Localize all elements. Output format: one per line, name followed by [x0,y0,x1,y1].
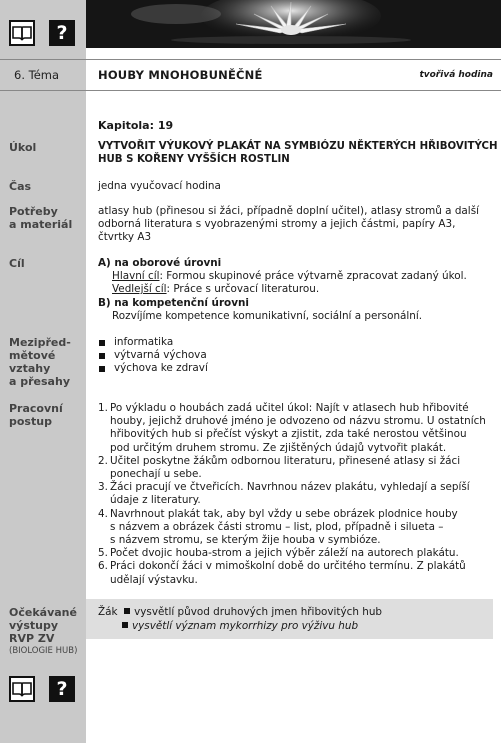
procedure-step [98,560,488,586]
book-icon [9,676,35,702]
step-line: s názvem a obrázek části stromu – list, plod, případně i silueta – [110,520,444,533]
outcome-prefix: Žák [98,606,118,618]
procedure-step [98,481,488,507]
header-banner [86,0,501,48]
lotus-image [86,0,501,48]
label-line: RVP ZV [9,632,55,645]
label-line: Pracovní [9,402,63,415]
label-line: výstupy [9,619,59,632]
step-line: Počet dvojic houba-strom a jejich výběr záleží na autorech plakátu. [110,547,459,560]
step-line: s názvem stromu, se kterým žije houba v symbióze. [110,534,381,547]
label-vystupy [9,606,77,658]
list-item: výchova ke zdraví [98,362,208,375]
step-number: 2. [98,454,108,467]
materials-line: čtvrtky A3 [98,231,152,244]
header-row [0,59,501,91]
goals-block [98,257,467,323]
label-cas: Čas [9,180,32,193]
chapter-heading: Kapitola: 19 [98,119,174,132]
goal-b-title: B) na kompetenční úrovni [98,296,249,309]
goal-b-text: Rozvíjíme kompetence komunikativní, sociální a personální. [112,309,423,322]
label-potreby [9,205,72,231]
goal-main [98,270,467,283]
goal-main-label: Hlavní cíl [112,270,160,283]
step-line: Žáci pracují ve čtveřicích. Navrhnou název plakátu, vyhledají a sepíší [110,481,470,494]
step-line: Učitel poskytne žákům odbornou literaturu, přinesené atlasy si žáci [110,454,461,467]
label-line: Mezipřed- [9,336,71,349]
step-line: houby, jejichž druhové jméno je odvozeno od názvu stromu. U ostatních [110,415,486,428]
task-text [98,140,498,166]
label-postup [9,402,63,428]
label-line: Potřeby [9,205,58,218]
step-number: 3. [98,481,108,494]
label-line: a materiál [9,218,73,231]
goal-a-title: A) na oborové úrovni [98,257,222,269]
label-ukol: Úkol [9,141,37,154]
step-line: Navrhnout plakát tak, aby byl vždy u sebe obrázek plodnice houby [110,507,458,520]
procedure [98,402,488,587]
label-line: postup [9,415,52,428]
materials-line: atlasy hub (přinesou si žáci, případně doplní učitel), atlasy stromů a další [98,205,479,217]
step-line: ponechají u sebe. [110,468,202,481]
outcome-row [98,619,382,633]
cross-curricular [98,336,208,376]
goal-main-text: : Formou skupinové práce výtvarně zpracovat zadaný úkol. [159,270,467,283]
question-icon: ? [49,676,75,702]
step-number: 5. [98,547,108,560]
step-number: 6. [98,560,108,573]
procedure-step [98,547,488,560]
label-line: Očekávané [9,606,77,619]
tema-label: 6. Téma [14,68,60,82]
label-line: mětové [9,349,56,362]
goal-side-label: Vedlejší cíl [112,283,167,296]
outcomes-box [86,599,493,639]
label-mezipredmetove [9,336,71,388]
task-line: VYTVOŘIT VÝUKOVÝ PLAKÁT NA SYMBIÓZU NĚKTERÝCH HŘIBOVITÝCH [98,141,498,152]
book-icon [9,20,35,46]
procedure-step [98,455,488,481]
materials-line: odborná literatura s vyobrazenými stromy a jejich částmi, papíry A3, [98,218,456,231]
outcomes-list [98,605,382,633]
bullet-icon [124,608,130,614]
lesson-type: tvořivá hodina [419,70,493,80]
outcome-item: vysvětlí původ druhových jmen hřibovitých hub [134,606,383,618]
list-item: informatika [98,336,208,349]
time-text: jedna vyučovací hodina [98,180,221,192]
step-number: 4. [98,507,108,520]
step-line: údaje z literatury. [110,494,201,507]
outcome-item: vysvětlí význam mykorrhizy pro výživu hub [132,620,359,632]
step-line: Práci dokončí žáci v mimoškolní době do určitého termínu. Z plakátů [110,560,466,573]
step-line: udělají výstavku. [110,573,198,586]
bullet-icon [122,622,128,628]
page-title: HOUBY MNOHOBUNĚČNÉ [98,68,263,82]
label-line: vztahy [9,362,51,375]
goal-side [98,283,467,296]
question-icon: ? [49,20,75,46]
goal-side-text: : Práce s určovací literaturou. [166,283,320,296]
outcome-row [98,605,382,619]
step-line: pod určitým druhem stromu. Ze zjištěných údajů vytvořit plakát. [110,441,447,454]
step-number: 1. [98,402,108,414]
step-line: Po výkladu o houbách zadá učitel úkol: Najít v atlasech hub hřibovité [110,402,469,414]
procedure-step [98,402,488,455]
label-cil: Cíl [9,257,25,270]
procedure-step [98,508,488,548]
materials-text [98,205,479,245]
step-line: hřibovitých hub si přečíst výskyt a zjistit, zda také nerostou většinou [110,428,467,441]
label-subnote: (BIOLOGIE HUB) [9,646,78,656]
list-item: výtvarná výchova [98,349,208,362]
label-line: a přesahy [9,375,70,388]
header-main [86,60,501,90]
task-line: HUB S KOŘENY VYŠŠÍCH ROSTLIN [98,154,290,166]
